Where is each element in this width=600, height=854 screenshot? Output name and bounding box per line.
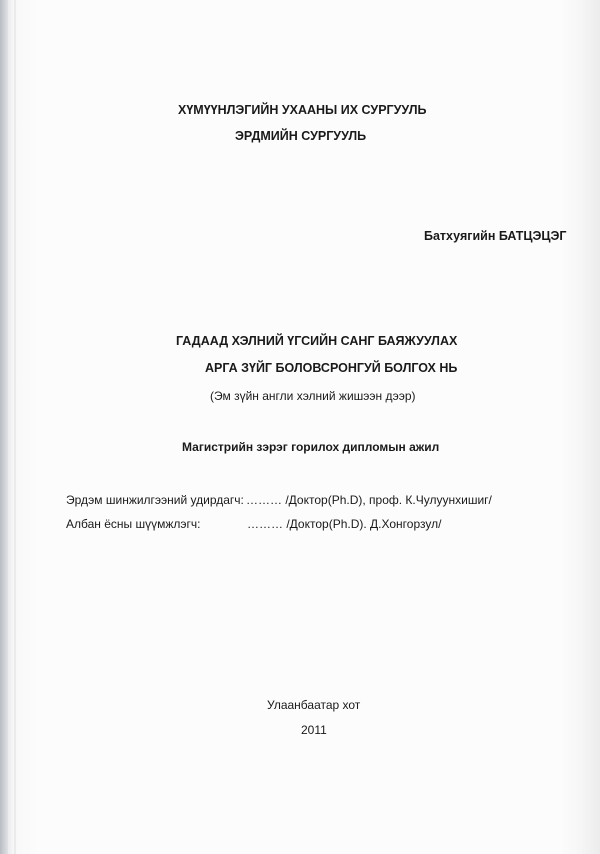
supervisor-label: Эрдэм шинжилгээний удирдагч: xyxy=(66,493,244,507)
thesis-title-line-1: ГАДААД ХЭЛНИЙ ҮГСИЙН САНГ БАЯЖУУЛАХ xyxy=(176,334,458,348)
supervisor-value: ……… /Доктор(Ph.D), проф. К.Чулуунхишиг/ xyxy=(246,493,492,507)
thesis-subtitle: (Эм зүйн англи хэлний жишээн дээр) xyxy=(210,389,416,403)
year: 2011 xyxy=(301,723,327,737)
thesis-title-line-2: АРГА ЗҮЙГ БОЛОВСРОНГУЙ БОЛГОХ НЬ xyxy=(205,361,458,375)
work-type: Магистрийн зэрэг горилох дипломын ажил xyxy=(182,440,440,454)
author-name: Батхуягийн БАТЦЭЦЭГ xyxy=(424,229,567,243)
university-name: ХҮМҮҮНЛЭГИЙН УХААНЫ ИХ СУРГУУЛЬ xyxy=(178,103,427,117)
reviewer-label: Албан ёсны шүүмжлэгч: xyxy=(66,517,201,531)
place: Улаанбаатар хот xyxy=(267,698,361,712)
reviewer-value: ……… /Доктор(Ph.D). Д.Хонгорзул/ xyxy=(247,517,442,531)
school-name: ЭРДМИЙН СУРГУУЛЬ xyxy=(235,129,367,143)
